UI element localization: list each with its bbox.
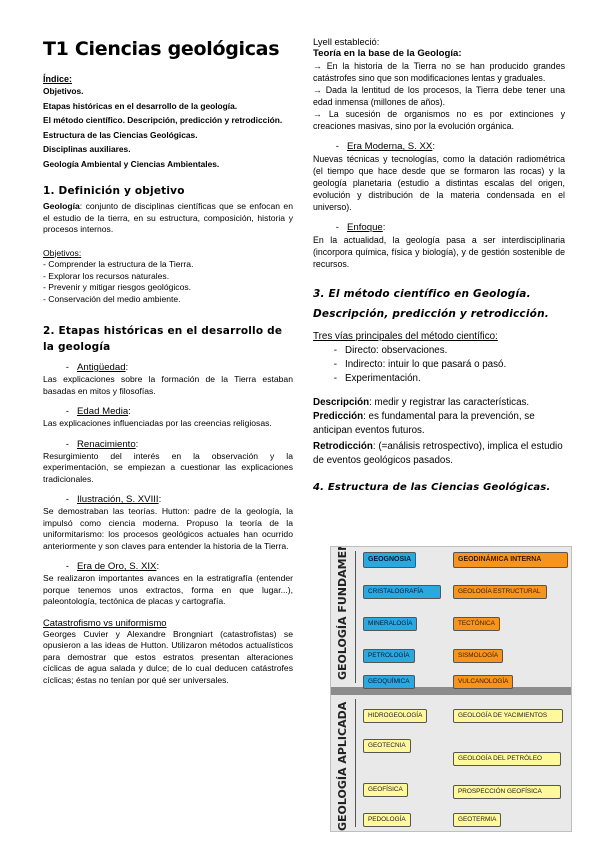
era-text: Las explicaciones sobre la formación de la Tierra estaban basadas en mitos y filosofías. <box>43 374 293 396</box>
geognosia-box: GEOGNOSIA <box>363 552 416 568</box>
index-item: Objetivos. <box>43 86 84 96</box>
section-4-heading: 4. Estructura de las Ciencias Geológicas. <box>313 482 551 493</box>
via-item: - Directo: observaciones. <box>333 345 448 356</box>
era-text: Nuevas técnicas y tecnologías, como la datación radiométrica (el tiempo que hace desde que se formaron las rocas) y la geología planetaria (estudio a distintas escalas del origen, evolución y distribución de la materia condensada en el universo). <box>313 154 565 212</box>
era-heading: - Ilustración, S. XVIII: <box>65 494 162 505</box>
index-item: Disciplinas auxiliares. <box>43 144 131 154</box>
orange-discipline-box: SISMOLOGÍA <box>453 649 503 663</box>
era-heading: - Renacimiento: <box>65 438 139 450</box>
era-heading: - Edad Media: <box>65 406 131 417</box>
era-heading: - Antigüedad: <box>65 362 129 373</box>
prediccion-text: Predicción: es fundamental para la prevención, se anticipan eventos futuros. <box>313 411 535 436</box>
via-item: - Indirecto: intuir lo que pasará o pasó. <box>333 359 507 370</box>
objective-item: - Comprender la estructura de la Tierra. <box>43 259 194 269</box>
descripcion-text: Descripción: medir y registrar las características. <box>313 397 530 408</box>
fundamental-label <box>336 654 349 680</box>
geologia-definition: Geología: conjunto de disciplinas científicas que se enfocan en el estudio de la tierra, en su estructura, composición, historia y procesos internos. <box>43 201 293 234</box>
lyell-title: Teoría en la base de la Geología: <box>313 48 462 59</box>
objectives-label: Objetivos: <box>43 247 82 258</box>
yellow-discipline-box: GEOTERMIA <box>453 813 501 827</box>
yellow-discipline-box: PROSPECCIÓN GEOFÍSICA <box>453 785 561 799</box>
index-list <box>43 84 293 171</box>
era-text: Se demostraban las teorías. Hutton: padre de la geología, la impulsó como ciencia moderna. Propuso la teoría de la uniformitarismo: los procesos geológicos actuales han ocurrido anteriormente y son claves para entender la historia de la Tierra. <box>43 506 293 551</box>
objective-item: - Explorar los recursos naturales. <box>43 270 170 281</box>
orange-discipline-box: TECTÓNICA <box>453 617 500 631</box>
era-text: Se realizaron importantes avances en la estratigrafía (entender porque tenemos unos extractos, forma en que lugar...), paleontología, tectónica de placas y cartografía. <box>43 573 293 606</box>
page-title: T1 Ciencias geológicas <box>43 38 280 60</box>
vias-list <box>313 344 565 386</box>
era-heading: - Enfoque: <box>335 222 386 233</box>
catastrofismo-title: Catastrofismo vs uniformismo <box>43 616 167 628</box>
vias-title: Tres vías principales del método científico: <box>313 331 498 342</box>
lyell-point: → La sucesión de organismos no es por extinciones y creaciones masivas, sino por la evolución orgánica. <box>313 109 565 131</box>
objective-item: - Conservación del medio ambiente. <box>43 293 181 304</box>
lyell-intro: Lyell estableció: <box>313 36 380 47</box>
orange-discipline-box: VULCANOLOGÍA <box>453 675 513 689</box>
blue-discipline-box: MINERALOGÍA <box>363 617 417 631</box>
section-3-heading: 3. El método científico en Geología. Descripción, predicción y retrodicción. <box>313 288 549 320</box>
aplicada-label <box>336 805 349 831</box>
yellow-discipline-box: GEOTECNIA <box>363 739 411 753</box>
geodinamica-box: GEODINÁMICA INTERNA <box>453 552 568 568</box>
left-column <box>43 0 293 686</box>
yellow-discipline-box: PEDOLOGÍA <box>363 813 411 827</box>
divider-line <box>355 699 356 827</box>
objectives-list <box>43 259 293 305</box>
index-item: El método científico. Descripción, predicción y retrodicción. <box>43 115 283 125</box>
yellow-discipline-box: HIDROGEOLOGÍA <box>363 709 427 723</box>
section-1-heading: 1. Definición y objetivo <box>43 185 185 197</box>
blue-discipline-box: CRISTALOGRAFÍA <box>363 585 441 599</box>
via-item: - Experimentación. <box>333 373 421 384</box>
section-2-heading: 2. Etapas históricas en el desarrollo de la geología <box>43 325 283 353</box>
era-heading: - Era de Oro, S. XIX: <box>65 561 160 572</box>
yellow-discipline-box: GEOLOGÍA DEL PETRÓLEO <box>453 752 561 766</box>
index-item: Geología Ambiental y Ciencias Ambientales. <box>43 158 220 169</box>
catastrofismo-text: Georges Cuvier y Alexandre Brongniart (catastrofistas) se opusieron a las ideas de Hutton. Utilizaron métodos actualísticos para demostrar que estos estratos presentan alteraciones cíclicas de agua salada y dulce; de lo cual deducen catástrofes cíclicas; éstas no tenían por qué ser universales. <box>43 628 293 685</box>
lyell-point: → En la historia de la Tierra no se han producido grandes catástrofes sino que son modificaciones lentas y graduales. <box>313 61 565 83</box>
right-column <box>313 0 565 496</box>
blue-discipline-box: GEOQUÍMICA <box>363 675 415 689</box>
yellow-discipline-box: GEOLOGÍA DE YACIMIENTOS <box>453 709 563 723</box>
era-text: En la actualidad, la geología pasa a ser interdisciplinaria (incorpora química, física y biología), y de gestión sostenible de recursos. <box>313 235 565 269</box>
geology-structure-diagram <box>330 546 572 832</box>
yellow-discipline-box: GEOFÍSICA <box>363 783 408 797</box>
era-text: Las explicaciones influenciadas por las creencias religiosas. <box>43 418 272 428</box>
objective-item: - Prevenir y mitigar riesgos geológicos. <box>43 282 192 292</box>
index-item: Estructura de las Ciencias Geológicas. <box>43 129 198 140</box>
index-label: Índice: <box>43 74 73 84</box>
orange-discipline-box: GEOLOGÍA ESTRUCTURAL <box>453 585 547 599</box>
divider-line <box>355 551 356 683</box>
lyell-point: → Dada la lentitud de los procesos, la Tierra debe tener una edad inmensa (millones de años). <box>313 85 565 107</box>
index-item: Etapas históricas en el desarrollo de la geología. <box>43 100 238 111</box>
blue-discipline-box: PETROLOGÍA <box>363 649 415 663</box>
era-text: Resurgimiento del interés en la observación y la experimentación, se empiezan a cuestionar las explicaciones tradicionales. <box>43 450 293 484</box>
retrodiccion-text: Retrodicción: (=análisis retrospectivo), implica el estudio de eventos geológicos pasados. <box>313 441 563 466</box>
era-heading: - Era Moderna, S. XX: <box>335 141 435 152</box>
